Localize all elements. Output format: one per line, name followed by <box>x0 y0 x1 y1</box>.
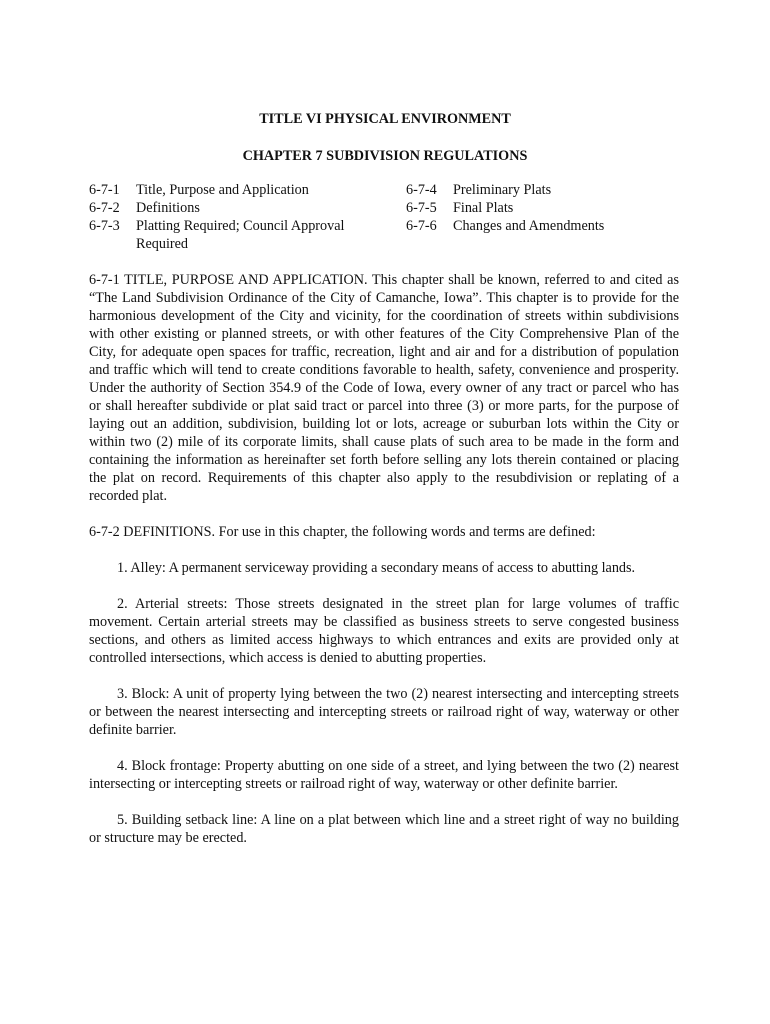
toc-item <box>89 199 379 217</box>
toc-number: 6-7-4 <box>406 182 437 198</box>
definition-block: 3. Block: A unit of property lying between the two (2) nearest intersecting and intercepting streets or between the nearest intersecting and intercepting streets or railroad right of way, waterway or other definite barrier. <box>89 686 679 738</box>
document-title: TITLE VI PHYSICAL ENVIRONMENT <box>259 111 511 127</box>
document-body <box>89 271 679 865</box>
definition-building-setback-line: 5. Building setback line: A line on a plat between which line and a street right of way no building or structure may be erected. <box>89 812 679 846</box>
toc-item <box>89 217 379 253</box>
chapter-title: CHAPTER 7 SUBDIVISION REGULATIONS <box>242 148 528 164</box>
toc-number: 6-7-1 <box>89 182 120 198</box>
definition-block-frontage: 4. Block frontage: Property abutting on one side of a street, and lying between the two (2) nearest intersecting or intercepting streets or railroad right of way, waterway or other definite barrier. <box>89 758 679 792</box>
toc-item <box>89 181 379 199</box>
toc-title: Final Plats <box>453 200 514 216</box>
toc-item <box>406 217 686 235</box>
definition-alley: 1. Alley: A permanent serviceway providing a secondary means of access to abutting lands. <box>117 560 636 576</box>
section-6-7-2: 6-7-2 DEFINITIONS. For use in this chapter, the following words and terms are defined: <box>89 524 596 540</box>
toc-left-column <box>89 181 379 253</box>
section-6-7-1: 6-7-1 TITLE, PURPOSE AND APPLICATION. This chapter shall be known, referred to and cited as “The Land Subdivision Ordinance of the City of Camanche, Iowa”. This chapter is to provide for the harmonious development of the City and vicinity, for the coordination of streets within subdivisions with other existing or planned streets, or with other features of the City Comprehensive Plan of the City, for adequate open spaces for traffic, recreation, light and air and for a distribution of population and traffic which will tend to create conditions favorable to health, safety, convenience and prosperity. Under the authority of Section 354.9 of the Code of Iowa, every owner of any tract or parcel who has or shall hereafter subdivide or plat said tract or parcel into three (3) or more parts, for the purpose of laying out an addition, subdivision, building lot or lots, acreage or suburban lots within the City or within two (2) mile of its corporate limits, shall cause plats of such area to be made in the form and containing the information as hereinafter set forth before selling any lots therein contained or placing the plat on record. Requirements of this chapter also apply to the resubdivision or replating of a recorded plat. <box>89 272 679 504</box>
toc-item <box>406 181 686 199</box>
toc-title: Title, Purpose and Application <box>136 182 309 198</box>
toc-title: Platting Required; Council Approval Required <box>136 218 345 252</box>
toc-title: Definitions <box>136 200 200 216</box>
toc-number: 6-7-5 <box>406 200 437 216</box>
toc-title: Changes and Amendments <box>453 218 605 234</box>
toc-item <box>406 199 686 217</box>
toc-number: 6-7-2 <box>89 200 120 216</box>
definition-arterial-streets: 2. Arterial streets: Those streets designated in the street plan for large volumes of traffic movement. Certain arterial streets may be classified as business streets to serve congested business sections, and others as limited access highways to which entrances and exits are provided only at controlled intersections, which access is denied to abutting properties. <box>89 596 679 666</box>
toc-title: Preliminary Plats <box>453 182 552 198</box>
toc-right-column <box>406 181 686 235</box>
toc-number: 6-7-6 <box>406 218 437 234</box>
toc-number: 6-7-3 <box>89 218 120 234</box>
